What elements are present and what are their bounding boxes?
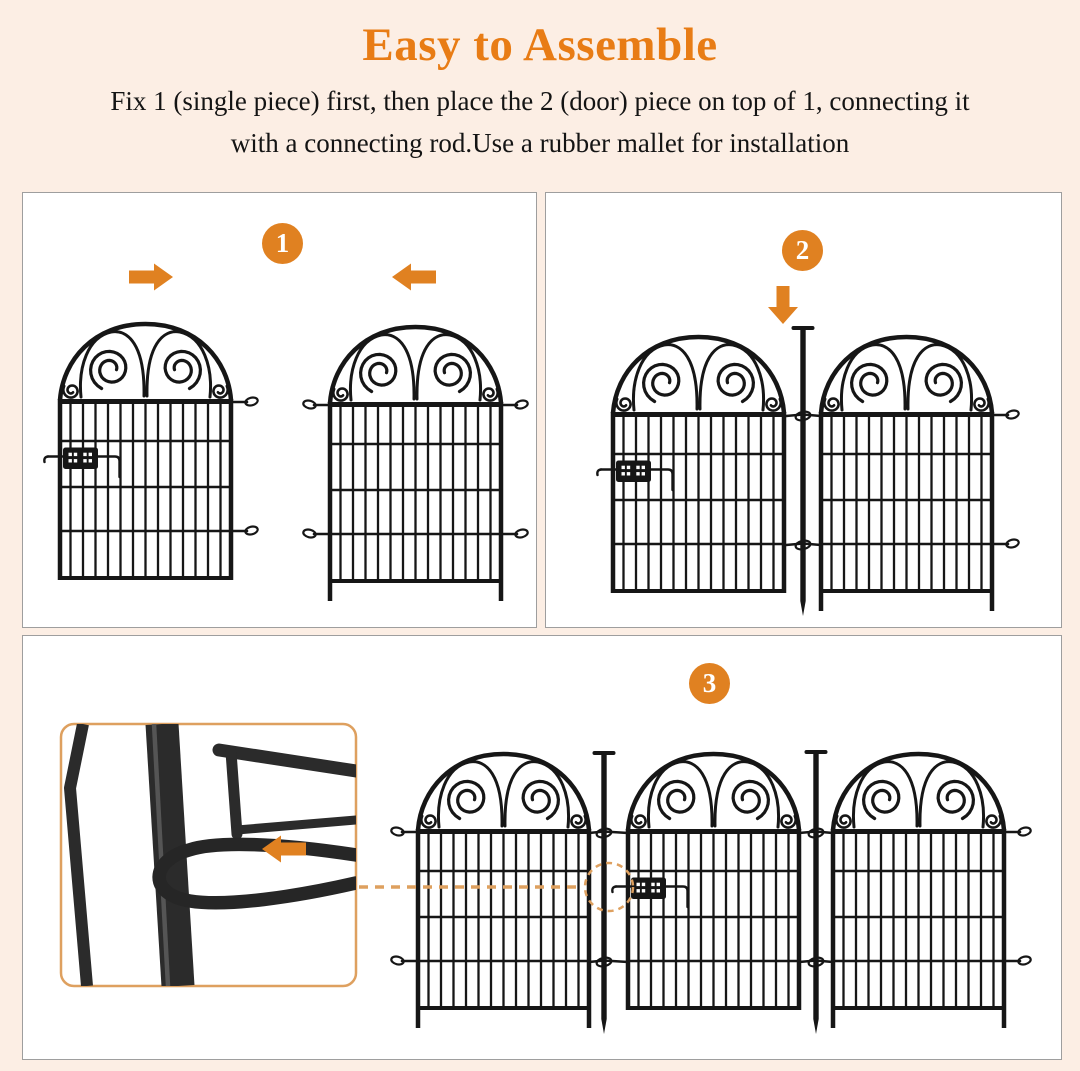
arrow-down-icon [768, 286, 798, 324]
subtitle-line-1: Fix 1 (single piece) first, then place the 2 (door) piece on top of 1, connecting it [110, 85, 970, 116]
connecting-rod [799, 750, 833, 1034]
step-3-diagram [23, 636, 1061, 1059]
fence-door-piece [612, 754, 801, 1010]
fence-door-piece [44, 324, 258, 580]
arrow-right-icon [129, 264, 173, 291]
subtitle-line-2: with a connecting rod.Use a rubber mallet for installation [230, 127, 850, 158]
step-2-badge [782, 230, 823, 271]
page-subtitle [30, 81, 1050, 165]
connecting-rod [589, 751, 628, 1034]
step-1-number: 1 [275, 228, 290, 258]
fence-single-piece [819, 337, 1020, 611]
step-3-panel [22, 635, 1062, 1060]
step-2-number: 2 [795, 235, 810, 265]
fence-single-piece [831, 754, 1032, 1028]
arrow-left-icon [392, 264, 436, 291]
connection-detail-inset [61, 724, 356, 986]
step-1-badge [262, 223, 303, 264]
fence-single-piece [390, 754, 591, 1028]
step-1-panel [22, 192, 537, 628]
step-3-badge [689, 663, 730, 704]
fence-door-piece [597, 337, 786, 593]
fence-single-piece [302, 327, 528, 601]
step-3-number: 3 [702, 668, 717, 698]
step-2-panel [545, 192, 1062, 628]
connecting-rod [786, 326, 821, 616]
page-title: Easy to Assemble [362, 19, 718, 71]
